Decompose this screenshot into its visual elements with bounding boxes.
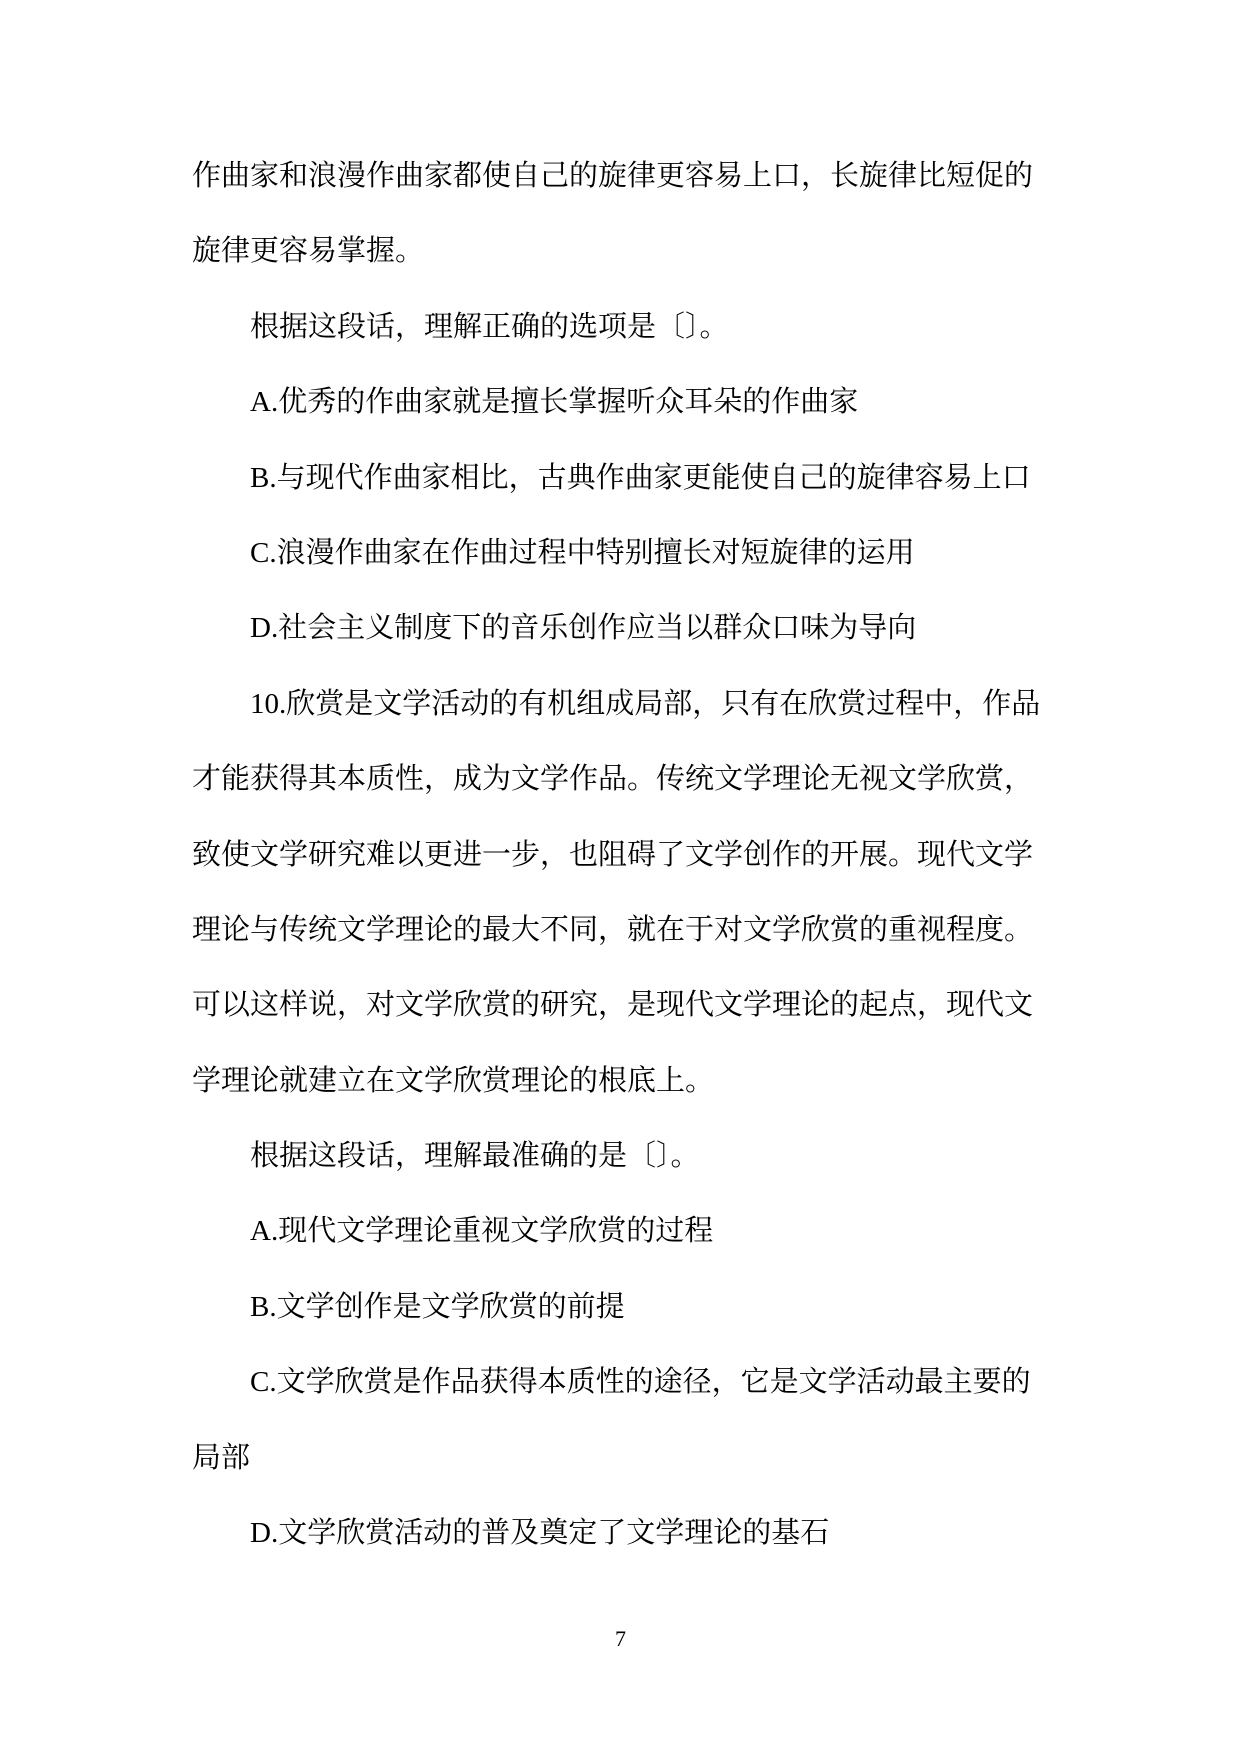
text-line-question-9-option-b: B.与现代作曲家相比，古典作曲家更能使自己的旋律容易上口 — [250, 461, 1031, 494]
text-line-question-10-option-c: C.文学欣赏是作品获得本质性的途径，它是文学活动最主要的 — [250, 1366, 1031, 1399]
text-line-question-10-option-a: A.现代文学理论重视文学欣赏的过程 — [250, 1215, 714, 1248]
page-number: 7 — [615, 1626, 626, 1651]
text-line-question-9-option-c: C.浪漫作曲家在作曲过程中特别擅长对短旋律的运用 — [250, 536, 915, 569]
text-line-question-9-stem: 根据这段话，理解正确的选项是〔〕。 — [250, 310, 729, 343]
text-line-question-9-option-d: D.社会主义制度下的音乐创作应当以群众口味为导向 — [250, 612, 917, 645]
text-line-question-10-passage: 致使文学研究难以更进一步，也阻碍了文学创作的开展。现代文学 — [192, 838, 1034, 871]
text-line-question-10-stem: 根据这段话，理解最准确的是〔〕。 — [250, 1140, 700, 1173]
text-line-question-10-passage: 学理论就建立在文学欣赏理论的根底上。 — [192, 1064, 715, 1097]
text-line-question-9-option-a: A.优秀的作曲家就是擅长掌握听众耳朵的作曲家 — [250, 386, 859, 419]
text-line-paragraph-continuation: 旋律更容易掌握。 — [192, 235, 425, 268]
text-line-question-10-option-c-continuation: 局部 — [192, 1441, 251, 1474]
text-line-question-10-option-b: B.文学创作是文学欣赏的前提 — [250, 1290, 625, 1323]
text-line-question-10-passage: 可以这样说，对文学欣赏的研究，是现代文学理论的起点，现代文 — [192, 989, 1034, 1022]
text-line-question-10-option-d: D.文学欣赏活动的普及奠定了文学理论的基石 — [250, 1517, 830, 1550]
text-line-question-10-passage: 理论与传统文学理论的最大不同，就在于对文学欣赏的重视程度。 — [192, 913, 1034, 946]
text-line-question-10-passage: 才能获得其本质性，成为文学作品。传统文学理论无视文学欣赏， — [192, 763, 1034, 796]
document-text-block — [192, 139, 1052, 1571]
text-line-paragraph-continuation: 作曲家和浪漫作曲家都使自己的旋律更容易上口，长旋律比短促的 — [192, 160, 1034, 192]
text-line-question-10-passage: 10.欣赏是文学活动的有机组成局部，只有在欣赏过程中，作品 — [250, 687, 1041, 720]
